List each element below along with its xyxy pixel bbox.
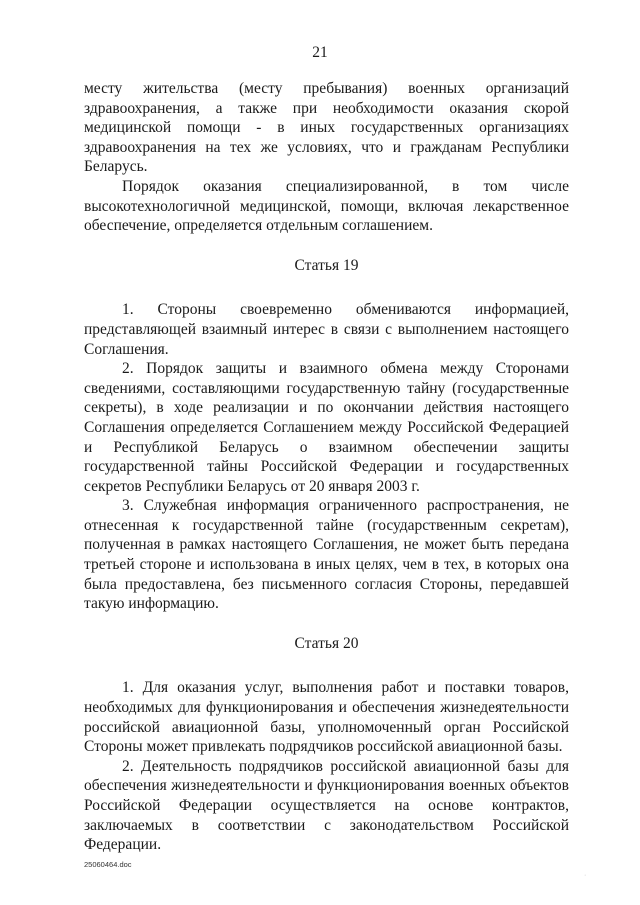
article-20-clause-1: 1. Для оказания услуг, выполнения работ и поставки товаров, необходимых для функционирования и обеспечения жизнедеятельности российской авиационной базы, уполномоченный орган Российской Стороны может привлекать подрядчиков российской авиационной базы. [84,679,569,756]
document-body [84,79,569,855]
scan-mark: · [584,872,587,879]
paragraph-specialized-care: Порядок оказания специализированной, в том числе высокотехнологичной медицинской, помощи, включая лекарственное обеспечение, определяется отдельным соглашением. [84,177,569,235]
document-file-id: 25060464.doc [84,860,132,869]
paragraph-continued: месту жительства (месту пребывания) военных организаций здравоохранения, а также при необходимости оказания скорой медицинской помощи - в иных государственных организациях здравоохранения на тех же условиях, что и гражданам Республики Беларусь. [84,80,569,176]
article-20-title: Статья 20 [294,634,359,652]
article-19-clause-1: 1. Стороны своевременно обмениваются информацией, представляющей взаимный интерес в связи с выполнением настоящего Соглашения. [84,301,569,358]
article-19-title: Статья 19 [294,256,359,274]
article-19-clause-3: 3. Служебная информация ограниченного распространения, не отнесенная к государственной тайне (государственным секретам), полученная в рамках настоящего Соглашения, не может быть передана третьей стороне и использована в иных целях, чем в тех, в которых она была предоставлена, без письменного согласия Стороны, передавшей такую информацию. [84,497,569,613]
page-number: 21 [312,44,328,61]
article-20-clause-2: 2. Деятельность подрядчиков российской авиационной базы для обеспечения жизнедеятельности и функционирования военных объектов Российской Федерации осуществляется на основе контрактов, заключаемых в соответствии с законодательством Российской Федерации. [84,757,569,854]
article-19-clause-2: 2. Порядок защиты и взаимного обмена между Сторонами сведениями, составляющими государственную тайну (государственные секреты), в ходе реализации и по окончании действия настоящего Соглашения определяется Соглашением между Российской Федерацией и Республикой Беларусь о взаимном обеспечении защиты государственной тайны Российской Федерации и государственных секретов Республики Беларусь от 20 января 2003 г. [84,360,569,495]
